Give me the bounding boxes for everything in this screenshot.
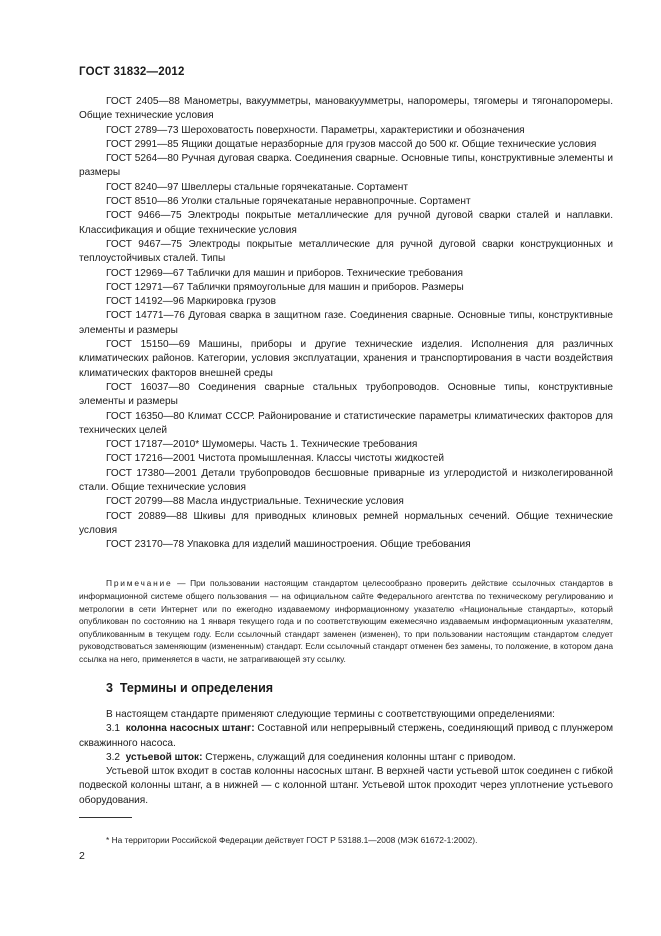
reference-item: ГОСТ 20889—88 Шкивы для приводных клиновых ремней нормальных сечений. Общие технические условия xyxy=(79,510,613,536)
note-text: — При пользовании настоящим стандартом целесообразно проверить действие ссылочных стандартов в информационной системе общего пользования — на официальном сайте Федерального агентства по техническому регулированию и метрологии в сети Интернет или по ежегодно издаваемому информационному указателю «Национальные стандарты», который опубликован по состоянию на 1 января текущего года и по соответствующим ежемесячно издаваемым информационным указателям, опубликованным в текущем году. Если ссылочный стандарт заменен (изменен), то при пользовании настоящим стандартом следует руководствоваться заменяющим (измененным) стандарт. Если ссылочный стандарт отменен без замены, то положение, в котором дана ссылка на него, применяется в части, не затрагивающей эту ссылку. xyxy=(79,578,613,664)
term-name: колонна насосных штанг: xyxy=(125,723,255,735)
normative-references-list xyxy=(79,95,613,553)
footnote: * На территории Российской Федерации действует ГОСТ Р 53188.1—2008 (МЭК 61672-1:2002). xyxy=(106,835,478,846)
section-body xyxy=(79,708,613,808)
references-note xyxy=(79,577,613,665)
reference-item: ГОСТ 16350—80 Климат СССР. Районирование и статистические параметры климатических факторов для технических целей xyxy=(79,410,613,436)
term-name: устьевой шток: xyxy=(125,751,203,763)
reference-item: ГОСТ 17216—2001 Чистота промышленная. Классы чистоты жидкостей xyxy=(106,453,444,465)
section-intro: В настоящем стандарте применяют следующие термины с соответствующими определениями: xyxy=(106,709,555,720)
term-number: 3.2 xyxy=(106,751,121,763)
term-definition-1 xyxy=(79,722,613,751)
term-number: 3.1 xyxy=(106,723,121,735)
reference-item: ГОСТ 20799—88 Масла индустриальные. Технические условия xyxy=(106,496,404,508)
reference-item: ГОСТ 2405—88 Манометры, вакуумметры, мановакуумметры, напоромеры, тягомеры и тягонапоромеры. Общие технические условия xyxy=(79,96,613,122)
reference-item: ГОСТ 8510—86 Уголки стальные горячекатаные неравнопрочные. Сортамент xyxy=(106,196,471,208)
reference-item: ГОСТ 9466—75 Электроды покрытые металлические для ручной дуговой сварки сталей и наплавки. Классификация и общие технические условия xyxy=(79,210,613,236)
reference-item: ГОСТ 16037—80 Соединения сварные стальных трубопроводов. Основные типы, конструктивные элементы и размеры xyxy=(79,381,613,408)
reference-item: ГОСТ 14192—96 Маркировка грузов xyxy=(106,296,277,308)
section-number: 3 xyxy=(106,681,113,695)
term-definition-text: Составной или непрерывный стержень, соединяющий привод с плунжером скважинного насоса. xyxy=(79,723,614,749)
reference-item: ГОСТ 23170—78 Упаковка для изделий машиностроения. Общие требования xyxy=(106,539,471,551)
term-definition-2 xyxy=(79,751,613,765)
document-header: ГОСТ 31832—2012 xyxy=(79,66,185,78)
section-heading xyxy=(106,681,273,695)
reference-item: ГОСТ 14771—76 Дуговая сварка в защитном газе. Соединения сварные. Основные типы, конструктивные элементы и размеры xyxy=(79,310,613,336)
reference-item: ГОСТ 2991—85 Ящики дощатые неразборные для грузов массой до 500 кг. Общие технические условия xyxy=(106,138,597,150)
reference-item: ГОСТ 12969—67 Таблички для машин и приборов. Технические требования xyxy=(106,267,463,279)
reference-item: ГОСТ 17380—2001 Детали трубопроводов бесшовные приварные из углеродистой и низколегированной стали. Общие технические условия xyxy=(79,467,613,494)
note-label: Примечание xyxy=(106,578,173,589)
reference-item: ГОСТ 5264—80 Ручная дуговая сварка. Соединения сварные. Основные типы, конструктивные элементы и размеры xyxy=(79,153,613,179)
reference-item: ГОСТ 8240—97 Швеллеры стальные горячекатаные. Сортамент xyxy=(106,181,408,193)
reference-item: ГОСТ 9467—75 Электроды покрытые металлические для ручной дуговой сварки конструкционных и теплоустойчивых сталей. Типы xyxy=(79,238,613,265)
section-title: Термины и определения xyxy=(119,681,274,695)
reference-item: ГОСТ 15150—69 Машины, приборы и другие технические изделия. Исполнения для различных климатических районов. Категории, условия эксплуатации, хранения и транспортирования в части воздействия климатических факторов внешней среды xyxy=(79,339,613,379)
footnote-separator xyxy=(79,817,132,818)
reference-item: ГОСТ 2789—73 Шероховатость поверхности. Параметры, характеристики и обозначения xyxy=(106,124,525,136)
reference-item: ГОСТ 12971—67 Таблички прямоугольные для машин и приборов. Размеры xyxy=(106,281,464,293)
term-explanation: Устьевой шток входит в состав колонны насосных штанг. В верхней части устьевой шток соединен с гибкой подвеской колонны штанг, а в нижней — с колонной штанг. Устьевой шток проходит через уплотнение устьевого оборудования. xyxy=(79,766,613,806)
term-definition-text: Стержень, служащий для соединения колонны штанг с приводом. xyxy=(202,751,516,763)
page-number: 2 xyxy=(79,850,85,862)
reference-item: ГОСТ 17187—2010* Шумомеры. Часть 1. Технические требования xyxy=(106,439,418,451)
